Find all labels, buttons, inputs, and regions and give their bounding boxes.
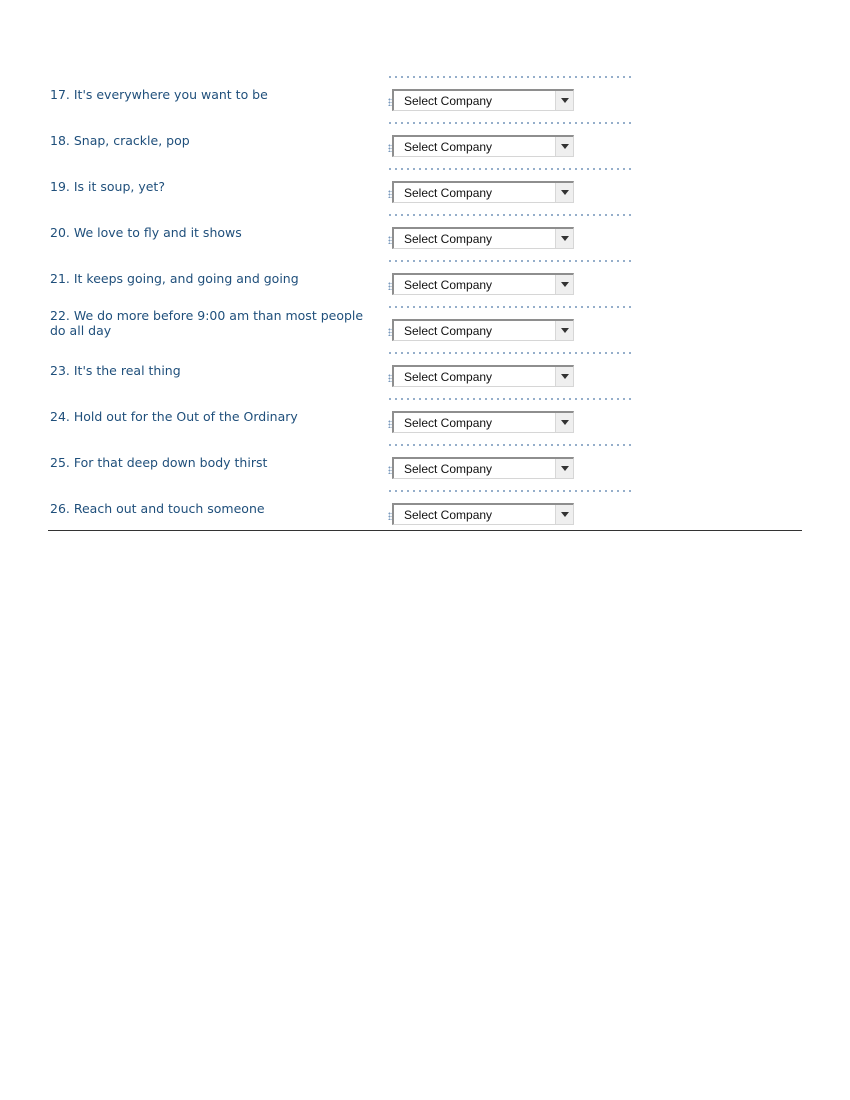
dotted-leader-top — [387, 212, 633, 218]
chevron-down-icon[interactable] — [555, 183, 573, 202]
chevron-down-icon[interactable] — [555, 413, 573, 432]
chevron-down-icon[interactable] — [555, 137, 573, 156]
dotted-leader-top — [387, 442, 633, 448]
company-select-value: Select Company — [404, 186, 493, 200]
question-row-17 — [0, 74, 850, 120]
section-divider — [48, 530, 802, 531]
chevron-down-icon[interactable] — [555, 275, 573, 294]
question-text-23: 23. It's the real thing — [50, 363, 181, 378]
question-row-18 — [0, 120, 850, 166]
chevron-down-icon[interactable] — [555, 91, 573, 110]
question-row-25 — [0, 442, 850, 488]
question-text-25: 25. For that deep down body thirst — [50, 455, 268, 470]
company-select-value: Select Company — [404, 140, 493, 154]
company-select-value: Select Company — [404, 278, 493, 292]
question-text-21: 21. It keeps going, and going and going — [50, 271, 299, 286]
question-row-20 — [0, 212, 850, 258]
dotted-leader-top — [387, 258, 633, 264]
question-row-21 — [0, 258, 850, 304]
dotted-leader-top — [387, 74, 633, 80]
dotted-leader-top — [387, 350, 633, 356]
company-select-26[interactable] — [392, 503, 574, 525]
chevron-down-icon[interactable] — [555, 459, 573, 478]
company-select-19[interactable] — [392, 181, 574, 203]
question-row-22 — [0, 304, 850, 350]
dotted-leader-top — [387, 396, 633, 402]
company-select-20[interactable] — [392, 227, 574, 249]
company-select-25[interactable] — [392, 457, 574, 479]
question-text-18: 18. Snap, crackle, pop — [50, 133, 190, 148]
company-select-value: Select Company — [404, 508, 493, 522]
question-text-24: 24. Hold out for the Out of the Ordinary — [50, 409, 298, 424]
chevron-down-icon[interactable] — [555, 367, 573, 386]
question-row-24 — [0, 396, 850, 442]
company-select-24[interactable] — [392, 411, 574, 433]
chevron-down-icon[interactable] — [555, 229, 573, 248]
company-select-value: Select Company — [404, 324, 493, 338]
question-text-26: 26. Reach out and touch someone — [50, 501, 265, 516]
question-text-17: 17. It's everywhere you want to be — [50, 87, 268, 102]
company-select-22[interactable] — [392, 319, 574, 341]
question-text-20: 20. We love to fly and it shows — [50, 225, 242, 240]
dotted-leader-top — [387, 120, 633, 126]
company-select-18[interactable] — [392, 135, 574, 157]
company-select-23[interactable] — [392, 365, 574, 387]
company-select-value: Select Company — [404, 462, 493, 476]
company-select-value: Select Company — [404, 232, 493, 246]
question-text-22: 22. We do more before 9:00 am than most people do all day — [50, 308, 364, 338]
question-row-23 — [0, 350, 850, 396]
question-row-26 — [0, 488, 850, 534]
company-select-value: Select Company — [404, 370, 493, 384]
question-text-19: 19. Is it soup, yet? — [50, 179, 165, 194]
company-select-value: Select Company — [404, 416, 493, 430]
dotted-leader-top — [387, 166, 633, 172]
dotted-leader-top — [387, 304, 633, 310]
company-select-21[interactable] — [392, 273, 574, 295]
chevron-down-icon[interactable] — [555, 505, 573, 524]
dotted-leader-top — [387, 488, 633, 494]
company-select-value: Select Company — [404, 94, 493, 108]
question-row-19 — [0, 166, 850, 212]
company-select-17[interactable] — [392, 89, 574, 111]
chevron-down-icon[interactable] — [555, 321, 573, 340]
